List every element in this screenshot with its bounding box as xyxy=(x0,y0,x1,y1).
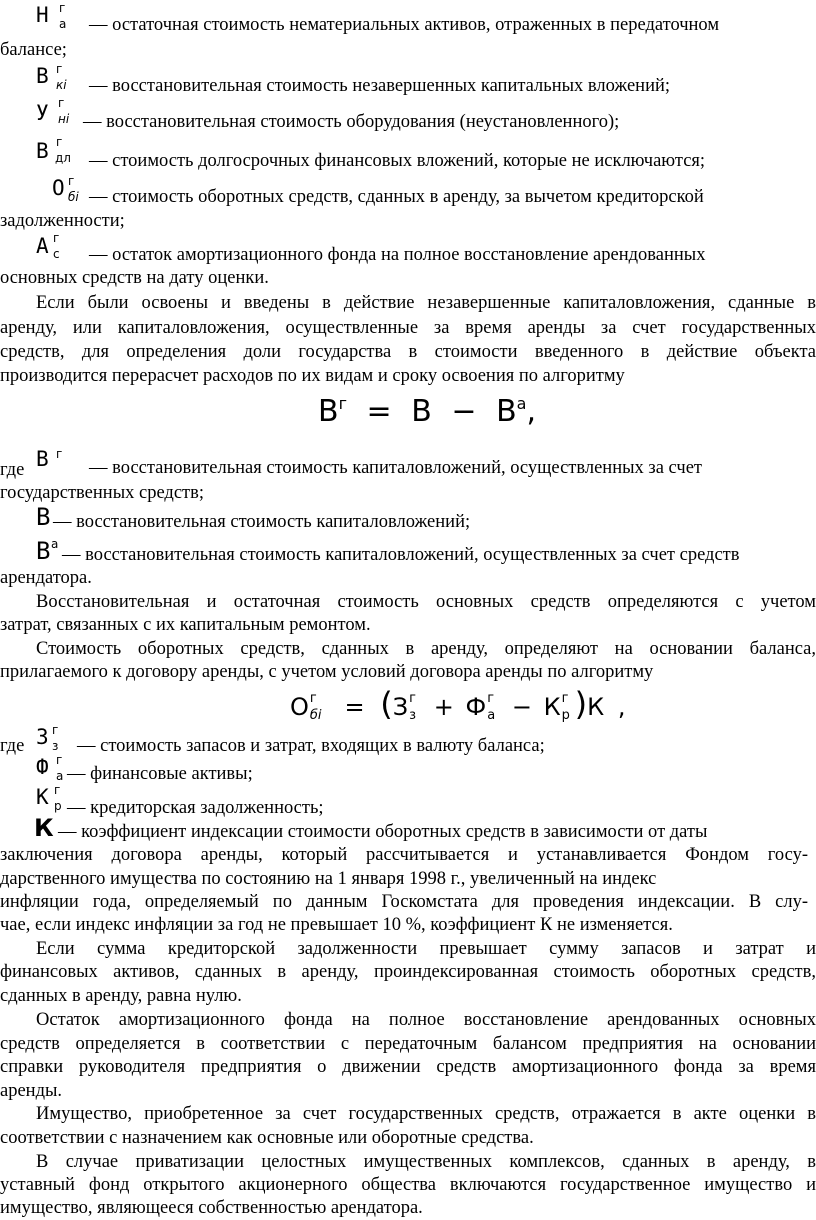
symbol-vk-sub: кi xyxy=(56,78,67,92)
symbol-kr-sub: р xyxy=(54,799,62,813)
text-line-22: Стоимость оборотных средств, сданных в аренду, определяют на основании баланса, xyxy=(36,639,816,659)
symbol-ac-sup: г xyxy=(53,231,60,245)
symbol-a-gs: А xyxy=(36,234,49,258)
symbol-un-sub: нi xyxy=(58,112,70,126)
text-line-28: — коэффициент индексации стоимости оборотных средств в зависимости от даты xyxy=(58,822,708,842)
text-line-29: заключения договора аренды, который рассчитывается и устанавливается Фондом госу- xyxy=(0,845,808,865)
text-line-12: средств, для определения доли государства в стоимости введенного в действие объекта xyxy=(0,342,816,362)
text-line-14: где xyxy=(0,460,25,480)
text-line-5: — стоимость долгосрочных финансовых вложений, которые не исключаются; xyxy=(89,151,706,171)
symbol-kr-sup: г xyxy=(54,783,61,797)
text-line-2: балансе; xyxy=(0,40,67,60)
text-line-18: — восстановительная стоимость капиталовложений, осуществленных за счет средств xyxy=(62,545,740,565)
symbol-k: К xyxy=(34,814,54,842)
text-line-37: средств определяется в соответствии с передаточным балансом предприятия на основании xyxy=(0,1034,816,1054)
text-line-40: Имущество, приобретенное за счет государственных средств, отражается в акте оценки в xyxy=(36,1104,816,1124)
text-line-38: справки руководителя предприятия о движении средств амортизационного фонда за время xyxy=(0,1057,816,1077)
symbol-u-gni: У xyxy=(36,101,49,125)
text-line-30: дарственного имущества по состоянию на 1 января 1998 г., увеличенный на индекс xyxy=(0,869,657,889)
text-line-21: затрат, связанных с их капитальным ремонтом. xyxy=(0,615,371,635)
symbol-f-ga: Ф xyxy=(36,755,49,779)
text-line-41: соответствии с назначением как основные или оборотные средства. xyxy=(0,1128,534,1148)
text-line-25: — стоимость запасов и затрат, входящих в валюту баланса; xyxy=(77,736,545,756)
text-line-4: — восстановительная стоимость оборудования (неустановленного); xyxy=(83,112,620,132)
text-line-27: — кредиторская задолженность; xyxy=(67,798,324,818)
text-line-44: имущество, являющееся собственностью арендатора. xyxy=(0,1198,423,1218)
symbol-zz-sub: з xyxy=(52,739,59,753)
symbol-n-ga: Н xyxy=(36,3,49,27)
symbol-vd-sub: дл xyxy=(55,151,71,165)
text-line-15: — восстановительная стоимость капиталовложений, осуществленных за счет xyxy=(89,458,702,478)
symbol-vg-sup: г xyxy=(56,447,63,461)
symbol-ac-sub: с xyxy=(53,247,60,261)
text-line-10: Если были освоены и введены в действие незавершенные капиталовложения, сданные в xyxy=(36,293,816,313)
text-line-23: прилагаемого к договору аренды, с учетом условий договора аренды по алгоритму xyxy=(0,662,654,682)
symbol-v-g: В xyxy=(36,447,49,471)
symbol-vk-sup: г xyxy=(56,62,63,76)
symbol-ob-sup: г xyxy=(68,174,75,188)
text-line-20: Восстановительная и остаточная стоимость основных средств определяются с учетом xyxy=(36,592,816,612)
text-line-31: инфляции года, определяемый по данным Госкомстата для проведения индексации. В слу- xyxy=(0,892,808,912)
text-line-8: — остаток амортизационного фонда на полное восстановление арендованных xyxy=(89,245,706,265)
text-line-3: — восстановительная стоимость незавершенных капитальных вложений; xyxy=(89,76,671,96)
symbol-va-sup: а xyxy=(51,537,59,551)
formula-ob: О г бi = (З г з + Ф г а − К г р )К , xyxy=(290,685,626,723)
symbol-o-gbi: О xyxy=(52,176,65,200)
text-line-32: чае, если индекс инфляции за год не превышает 10 %, коэффициент К не изменяется. xyxy=(0,915,673,935)
text-line-1: — остаточная стоимость нематериальных активов, отраженных в передаточном xyxy=(89,15,720,35)
text-line-6: — стоимость оборотных средств, сданных в аренду, за вычетом кредиторской xyxy=(89,187,704,207)
symbol-fa-sub: а xyxy=(56,769,64,783)
text-line-11: аренду, или капиталовложения, осуществленные за время аренды за счет государственных xyxy=(0,318,816,338)
symbol-n-sup: г xyxy=(59,1,66,15)
symbol-ob-sub: бi xyxy=(68,190,79,204)
text-line-43: уставный фонд открытого акционерного общества включаются государственное имущество и xyxy=(0,1175,816,1195)
symbol-vd-sup: г xyxy=(56,135,63,149)
text-line-17: — восстановительная стоимость капиталовложений; xyxy=(53,512,471,532)
symbol-un-sup: г xyxy=(58,96,65,110)
symbol-n-sub: а xyxy=(59,17,67,31)
symbol-z-gz: З xyxy=(36,725,49,749)
text-line-34: финансовых активов, сданных в аренду, проиндексированная стоимость оборотных средств, xyxy=(0,962,816,982)
symbol-v-gki: В xyxy=(36,64,49,88)
text-line-33: Если сумма кредиторской задолженности превышает сумму запасов и затрат и xyxy=(36,939,816,959)
formula-vg: $В^г = В - В^а$, xyxy=(318,394,537,429)
text-line-39: аренды. xyxy=(0,1081,63,1101)
text-line-19: арендатора. xyxy=(0,568,92,588)
text-line-35: сданных в аренду, равна нулю. xyxy=(0,986,242,1006)
text-line-36: Остаток амортизационного фонда на полное восстановление арендованных основных xyxy=(36,1010,816,1030)
text-line-16: государственных средств; xyxy=(0,483,205,503)
symbol-v: В xyxy=(36,503,51,531)
text-line-7: задолженности; xyxy=(0,211,125,231)
symbol-k-gr: К xyxy=(36,785,49,809)
symbol-v-gdl: В xyxy=(36,139,49,163)
text-line-24: где xyxy=(0,736,25,756)
symbol-fa-sup: г xyxy=(56,753,63,767)
symbol-v-a: В xyxy=(36,537,51,565)
text-line-42: В случае приватизации целостных имущественных комплексов, сданных в аренду, в xyxy=(36,1152,816,1172)
symbol-zz-sup: г xyxy=(52,723,59,737)
text-line-26: — финансовые активы; xyxy=(67,764,253,784)
text-line-13: производится перерасчет расходов по их видам и сроку освоения по алгоритму xyxy=(0,366,625,386)
text-line-9: основных средств на дату оценки. xyxy=(0,268,269,288)
